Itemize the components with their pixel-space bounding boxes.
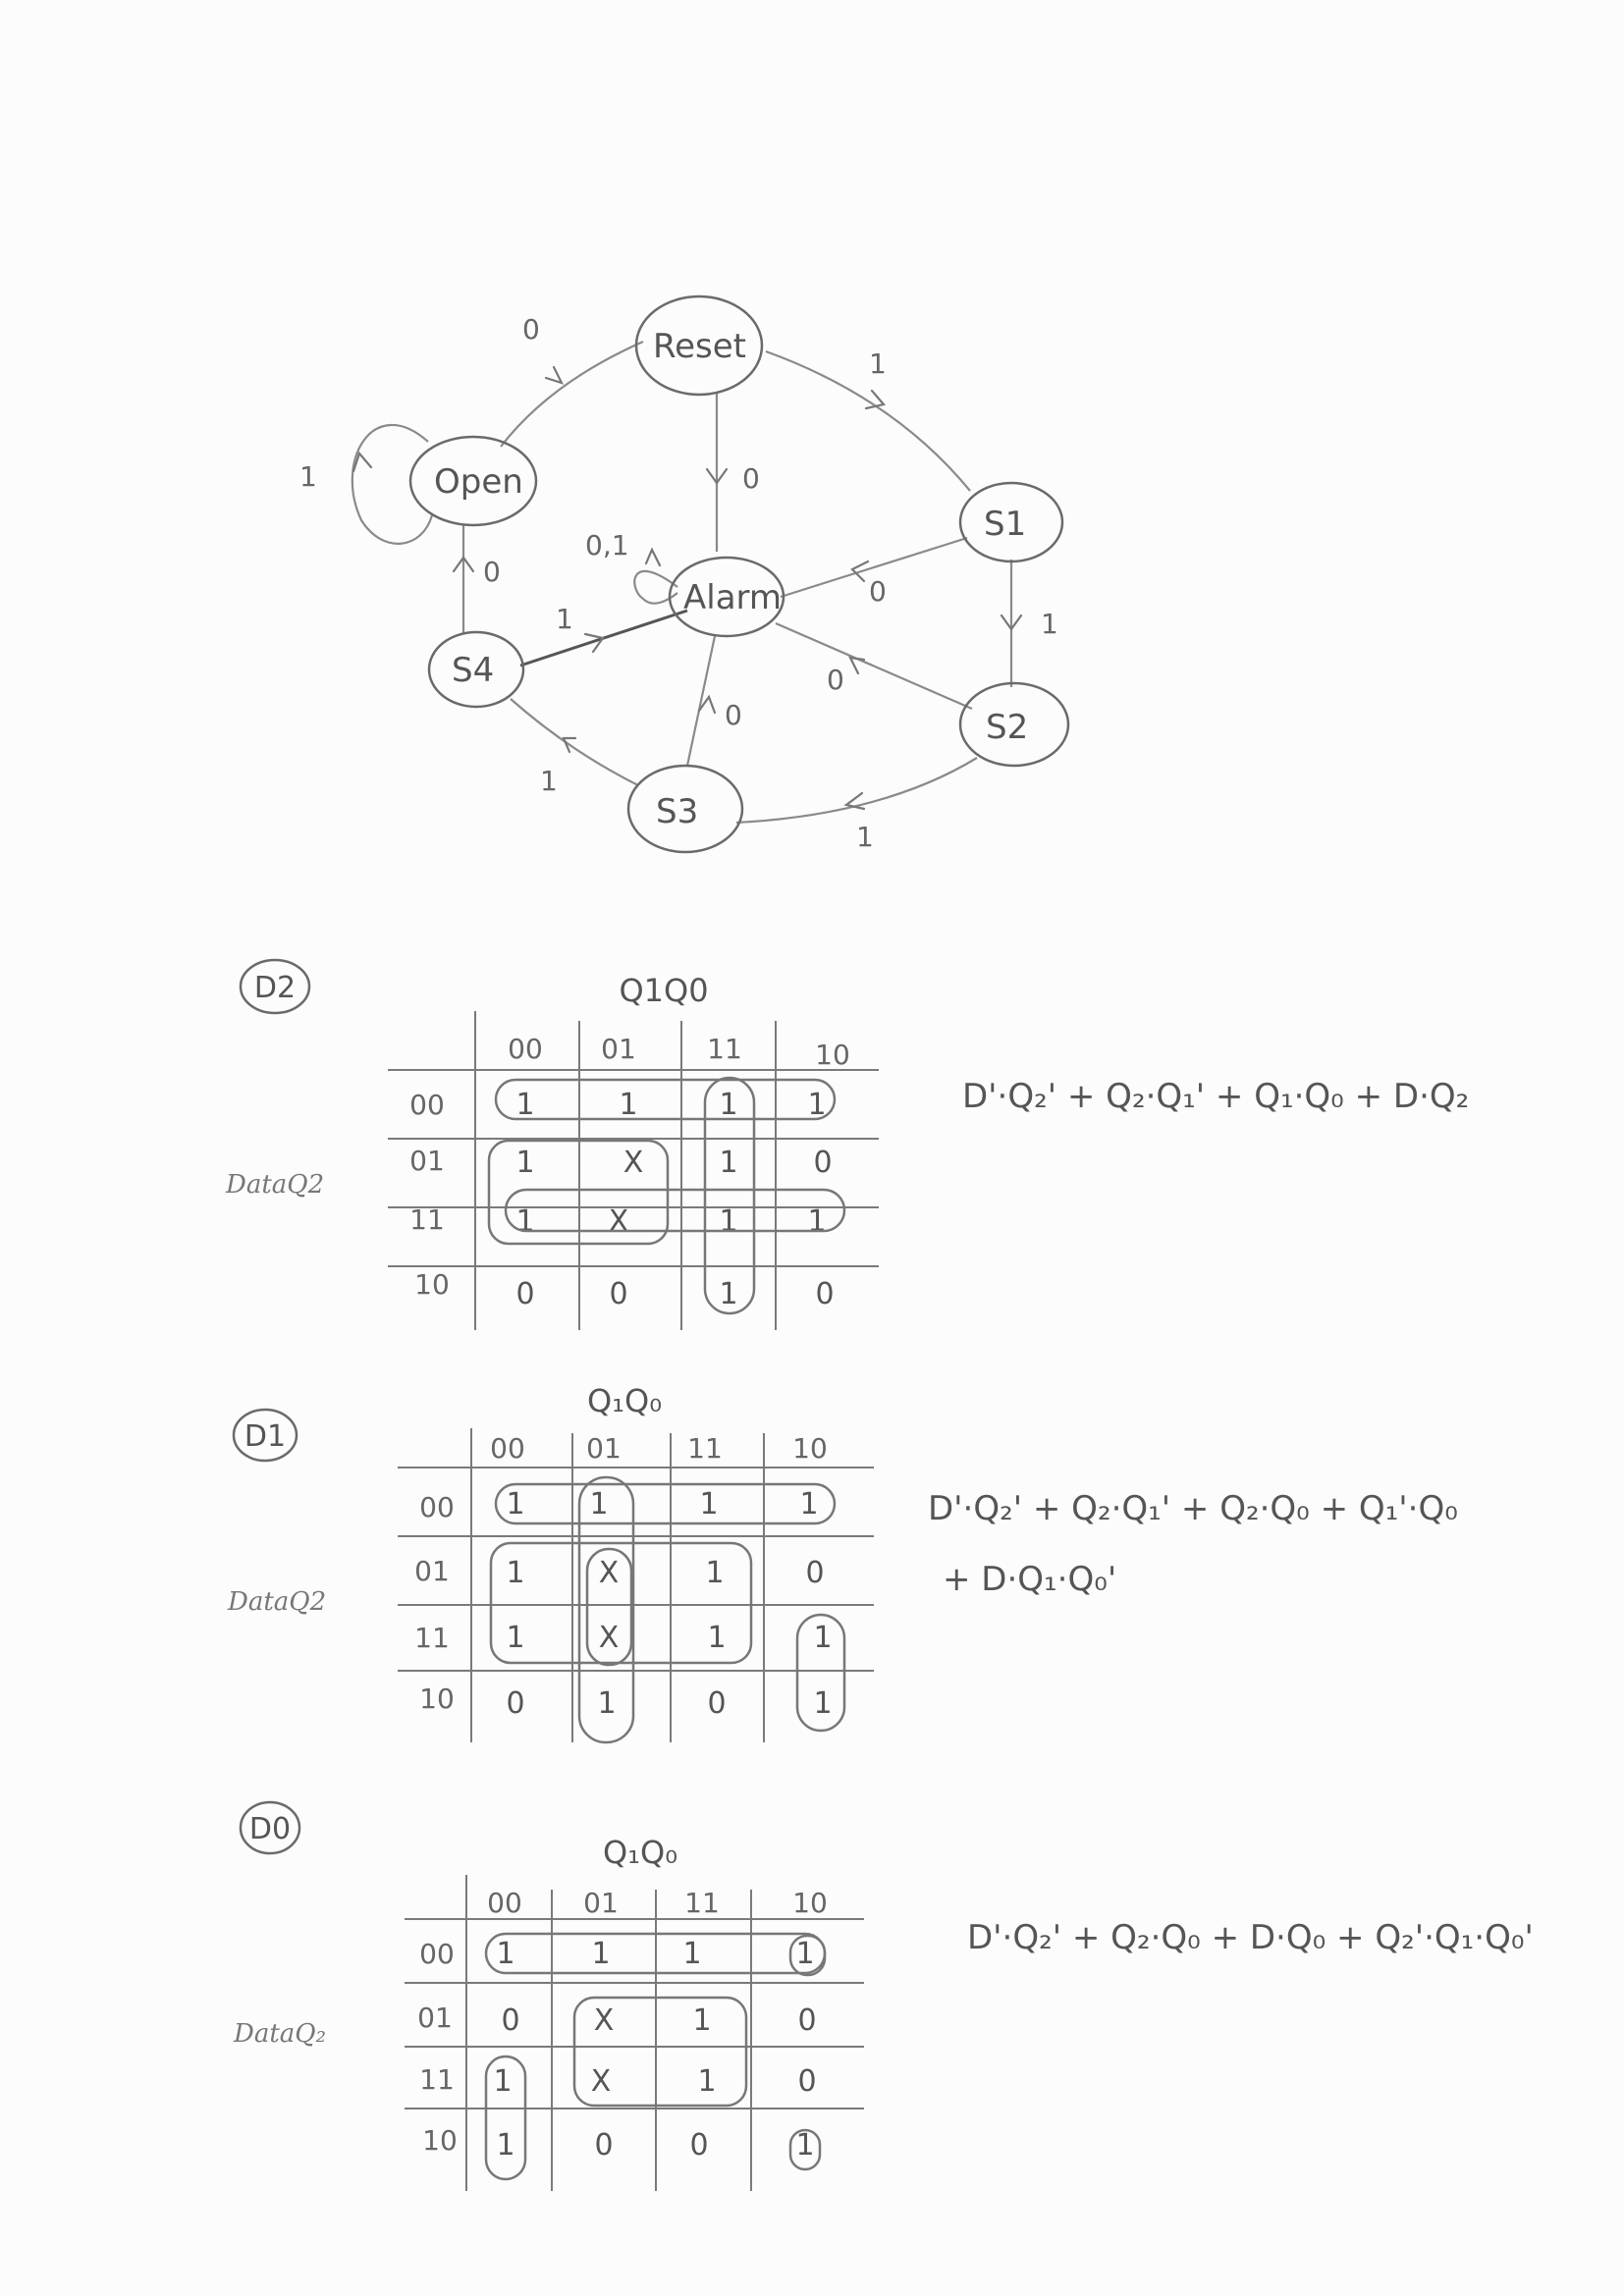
- kmap-cell: 0: [609, 1277, 628, 1311]
- col-header: 10: [792, 1432, 828, 1465]
- edge-label-open-self: 1: [299, 460, 317, 493]
- edge-label-s2-to-s3: 1: [856, 821, 874, 853]
- state-label: Reset: [653, 327, 746, 366]
- kmap-cell: 1: [506, 1556, 525, 1590]
- arrowhead: [846, 793, 864, 809]
- kmap-cell: X: [593, 2003, 615, 2038]
- row-header: 01: [409, 1145, 445, 1177]
- edge-label-s2-to-alarm: 0: [827, 664, 844, 696]
- row-header: 00: [419, 1491, 455, 1523]
- row-header: 10: [414, 1268, 450, 1301]
- row-header: 01: [417, 2002, 453, 2034]
- edge-reset-to-s1: [766, 351, 970, 491]
- kmap-badge: D1: [244, 1419, 287, 1454]
- kmap-cell: 1: [515, 1146, 535, 1180]
- edge-label-s4-to-alarm: 1: [556, 603, 573, 635]
- kmap-cell: X: [608, 1204, 629, 1239]
- state-s1: [960, 483, 1062, 561]
- edge-s3-to-s4: [511, 699, 638, 785]
- kmap-cell: 0: [797, 2064, 817, 2099]
- edge-open-to-reset: [501, 342, 643, 447]
- edge-s2-to-alarm: [776, 623, 972, 709]
- arrowhead: [850, 658, 864, 673]
- col-header: 01: [583, 1887, 619, 1919]
- kmap-cell: 0: [797, 2003, 817, 2038]
- row-header: 00: [409, 1089, 445, 1121]
- state-label: S2: [986, 708, 1029, 747]
- kmap-title: Q1Q0: [619, 972, 709, 1009]
- kmap-cell: 1: [515, 1088, 535, 1122]
- kmap-expression: D'·Q₂' + Q₂·Q₁' + Q₁·Q₀ + D·Q₂: [962, 1077, 1470, 1116]
- col-header: 00: [508, 1033, 543, 1065]
- kmap-side-label: DataQ₂: [234, 2019, 327, 2049]
- state-s4: [429, 632, 523, 707]
- kmap-cell: 1: [719, 1088, 738, 1122]
- col-header: 11: [707, 1033, 742, 1065]
- kmap-cell: 1: [719, 1204, 738, 1239]
- edge-label-reset-to-s1: 1: [869, 347, 887, 380]
- state-label: Open: [434, 462, 523, 502]
- kmap-cell: 0: [815, 1277, 835, 1311]
- kmap-cell: 1: [719, 1146, 738, 1180]
- edge-label-s1-to-s2: 1: [1041, 608, 1058, 640]
- kmap-cell: 1: [591, 1937, 611, 1971]
- arrowhead: [866, 391, 884, 408]
- state-diagram: [299, 296, 1068, 853]
- kmap-expression: D'·Q₂' + Q₂·Q₀ + D·Q₀ + Q₂'·Q₁·Q₀': [967, 1918, 1534, 1957]
- kmap-cell: 1: [619, 1088, 638, 1122]
- kmap-cell: 0: [689, 2128, 709, 2163]
- row-header: 01: [414, 1555, 450, 1587]
- kmap-cell: 0: [707, 1686, 727, 1721]
- kmap-cell: 0: [515, 1277, 535, 1311]
- col-header: 10: [792, 1887, 828, 1919]
- state-s2: [960, 683, 1068, 766]
- edge-label-alarm-self: 0,1: [585, 529, 629, 561]
- kmap-cell: 1: [707, 1621, 727, 1655]
- arrowhead: [646, 550, 660, 565]
- kmap-cell: 1: [589, 1487, 609, 1522]
- kmap-cell: 0: [501, 2003, 520, 2038]
- kmap-cell: 1: [795, 1937, 815, 1971]
- col-header: 00: [490, 1432, 525, 1465]
- col-header: 11: [684, 1887, 720, 1919]
- col-header: 01: [601, 1033, 636, 1065]
- kmap-cell: 1: [496, 2128, 515, 2163]
- edge-label-reset-to-alarm: 0: [742, 462, 760, 495]
- kmap-side-label: DataQ2: [226, 1170, 325, 1200]
- kmap-cell: 1: [697, 2064, 717, 2099]
- col-header: 10: [815, 1039, 850, 1071]
- kmap-cell: 1: [719, 1277, 738, 1311]
- kmap-cell: 1: [807, 1088, 827, 1122]
- edge-open-self-loop: [352, 425, 432, 544]
- state-reset: [636, 296, 762, 395]
- edge-label-s3-to-alarm: 0: [725, 699, 742, 731]
- row-header: 11: [419, 2063, 455, 2096]
- row-header: 11: [414, 1622, 450, 1654]
- kmap-cell: 0: [506, 1686, 525, 1721]
- kmap-cell: 0: [813, 1146, 833, 1180]
- arrowhead: [546, 367, 562, 383]
- kmap-title: Q₁Q₀: [602, 1834, 678, 1871]
- kmap-cell: 1: [682, 1937, 702, 1971]
- edge-label-s3-to-s4: 1: [540, 765, 558, 797]
- row-header: 10: [419, 1682, 455, 1715]
- kmap-cell: 1: [813, 1686, 833, 1721]
- edge-s2-to-s3: [736, 758, 977, 823]
- kmap-group: [496, 1080, 835, 1119]
- state-alarm: [670, 558, 784, 636]
- kmap-cell: 1: [692, 2003, 712, 2038]
- kmap-cell: X: [623, 1146, 644, 1180]
- kmap-cell: X: [598, 1556, 620, 1590]
- kmap-d2: [225, 960, 1469, 1330]
- kmap-cell: 1: [807, 1204, 827, 1239]
- kmap-cell: X: [598, 1621, 620, 1655]
- kmap-cell: 1: [496, 1937, 515, 1971]
- kmap-cell: 1: [597, 1686, 617, 1721]
- kmap-cell: 0: [805, 1556, 825, 1590]
- kmap-cell: 1: [795, 2128, 815, 2163]
- kmap-cell: 1: [705, 1556, 725, 1590]
- col-header: 01: [586, 1432, 622, 1465]
- kmap-badge: D2: [253, 971, 297, 1005]
- edge-label-s1-to-alarm: 0: [869, 575, 887, 608]
- row-header: 00: [419, 1938, 455, 1970]
- col-header: 11: [687, 1432, 723, 1465]
- kmap-title: Q₁Q₀: [586, 1382, 663, 1419]
- kmap-d0: [233, 1802, 1534, 2191]
- state-label: S3: [656, 792, 699, 831]
- kmap-group: [506, 1190, 844, 1231]
- kmap-cell: 1: [506, 1487, 525, 1522]
- kmap-cell: 1: [813, 1621, 833, 1655]
- state-label: Alarm: [683, 578, 783, 617]
- kmap-group: [496, 1484, 835, 1523]
- kmap-expression: D'·Q₂' + Q₂·Q₁' + Q₂·Q₀ + Q₁'·Q₀: [928, 1489, 1458, 1528]
- col-header: 00: [487, 1887, 522, 1919]
- state-open: [410, 437, 536, 525]
- state-label: S1: [984, 505, 1027, 544]
- kmap-badge: D0: [248, 1812, 292, 1846]
- kmap-cell: 0: [594, 2128, 614, 2163]
- state-label: S4: [452, 651, 495, 690]
- kmap-cell: 1: [493, 2064, 513, 2099]
- kmap-cell: X: [590, 2064, 612, 2099]
- edge-label-s4-to-open: 0: [483, 556, 501, 588]
- row-header: 10: [422, 2124, 458, 2157]
- kmap-cell: 1: [699, 1487, 719, 1522]
- kmap-d1: [227, 1382, 1458, 1742]
- kmap-cell: 1: [515, 1204, 535, 1239]
- kmap-cell: 1: [799, 1487, 819, 1522]
- state-s3: [628, 766, 742, 852]
- row-header: 11: [409, 1203, 445, 1236]
- kmap-cell: 1: [506, 1621, 525, 1655]
- kmap-expression-line2: + D·Q₁·Q₀': [943, 1560, 1117, 1599]
- edge-label-open-to-reset: 0: [522, 313, 540, 346]
- kmap-side-label: DataQ2: [228, 1587, 327, 1617]
